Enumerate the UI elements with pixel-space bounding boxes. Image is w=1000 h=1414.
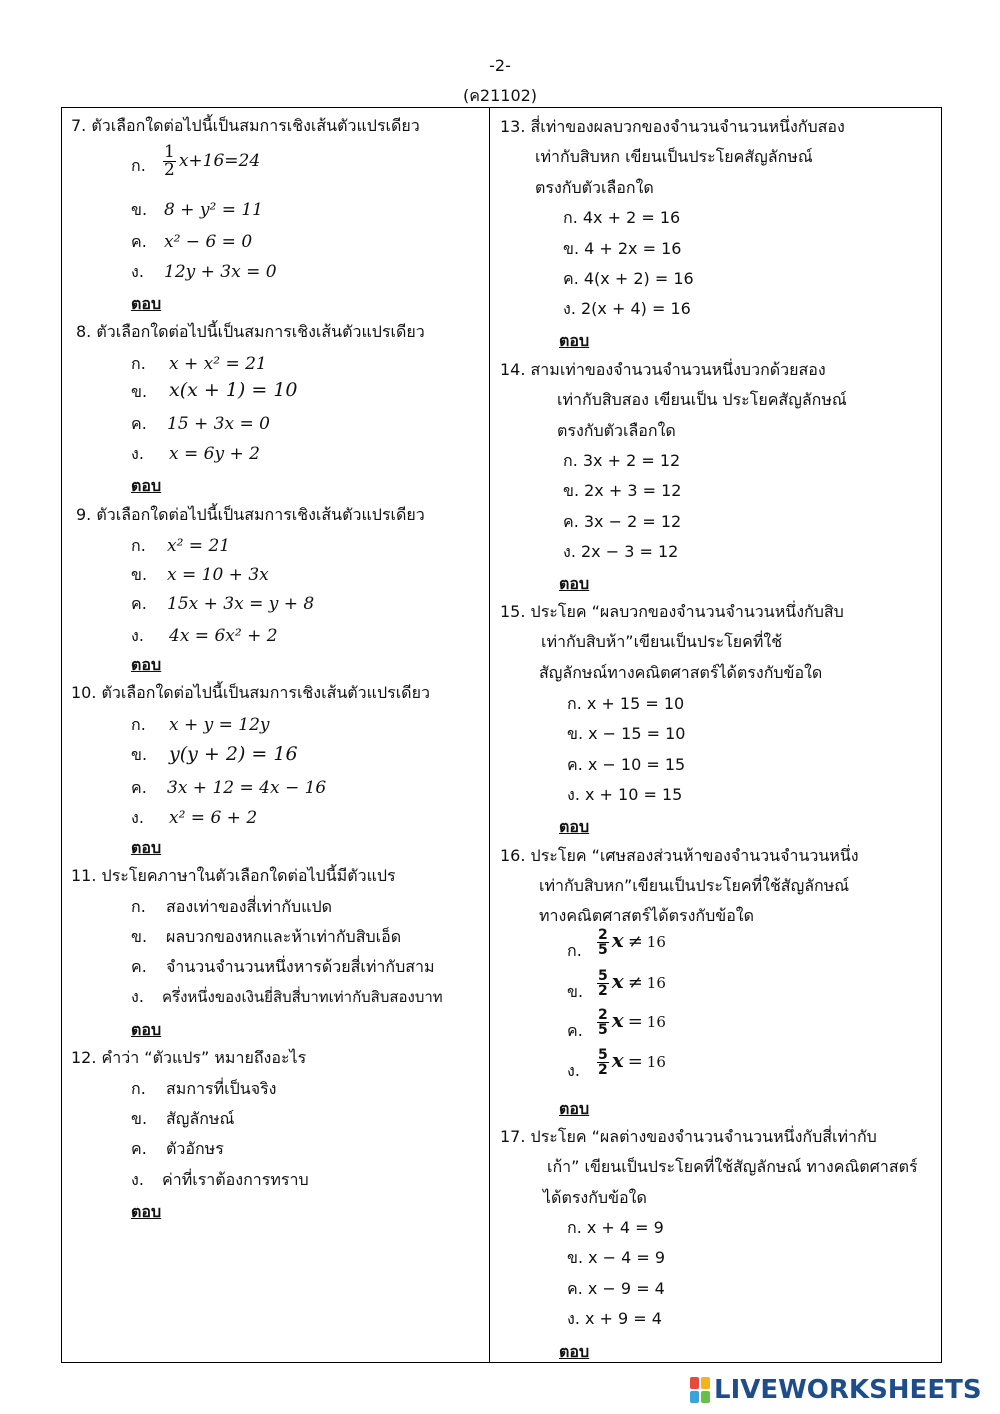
- q10-answer[interactable]: ตอบ: [131, 838, 162, 857]
- q15-line1: 15. ประโยค “ผลบวกของจำนวนจำนวนหนึ่งกับสิบ: [500, 602, 844, 621]
- q9-option-c: ค.: [131, 594, 147, 613]
- q15-answer[interactable]: ตอบ: [559, 817, 590, 836]
- q16-line1: 16. ประโยค “เศษสองส่วนห้าของจำนวนจำนวนหนึ่ง: [500, 846, 859, 865]
- q12-option-a: ก.: [131, 1079, 146, 1098]
- q16-answer[interactable]: ตอบ: [559, 1099, 590, 1118]
- q10-math-d: x² = 6 + 2: [169, 808, 258, 828]
- q11-text-a: สองเท่าของสี่เท่ากับแปด: [166, 897, 333, 916]
- q11-option-d: ง.: [131, 987, 144, 1006]
- q11-answer[interactable]: ตอบ: [131, 1020, 162, 1039]
- q12-title: 12. คำว่า “ตัวแปร” หมายถึงอะไร: [71, 1048, 307, 1067]
- q8-math-d: x = 6y + 2: [169, 444, 260, 464]
- q12-option-c: ค.: [131, 1139, 147, 1158]
- q16-option-a: ก.: [567, 941, 582, 960]
- q7-math-a: [163, 144, 260, 179]
- logo-square: [701, 1377, 710, 1389]
- liveworksheets-logo-icon: [690, 1377, 710, 1403]
- q10-math-a: x + y = 12y: [169, 715, 270, 735]
- q8-math-b: x(x + 1) = 10: [169, 379, 298, 401]
- q8-option-b: ข.: [131, 382, 148, 401]
- q12-text-c: ตัวอักษร: [166, 1139, 224, 1158]
- q16-option-b: ข.: [567, 982, 584, 1001]
- q7-title: 7. ตัวเลือกใดต่อไปนี้เป็นสมการเชิงเส้นตัวแปรเดียว: [71, 116, 420, 135]
- q9-math-d: 4x = 6x² + 2: [169, 626, 278, 646]
- q16-option-d: ง.: [567, 1061, 580, 1080]
- q16-line2: เท่ากับสิบหก”เขียนเป็นประโยคที่ใช้สัญลักษณ์: [539, 876, 850, 895]
- q13-line3: ตรงกับตัวเลือกใด: [535, 178, 654, 197]
- q16-math-d: $\frac{5}{2}$ 𝒙 = 16: [598, 1047, 666, 1078]
- q13-answer[interactable]: ตอบ: [559, 331, 590, 350]
- q13-line2: เท่ากับสิบหก เขียนเป็นประโยคสัญลักษณ์: [535, 147, 813, 166]
- q12-option-d: ง.: [131, 1170, 144, 1189]
- q9-math-c: 15x + 3x = y + 8: [167, 594, 315, 614]
- q10-math-c: 3x + 12 = 4x − 16: [167, 778, 327, 798]
- q17-line1: 17. ประโยค “ผลต่างของจำนวนจำนวนหนึ่งกับสี่เท่ากับ: [500, 1127, 877, 1146]
- q11-text-b: ผลบวกของหกและห้าเท่ากับสิบเอ็ด: [166, 927, 402, 946]
- q7-math-b: 8 + y² = 11: [164, 200, 263, 220]
- q11-option-a: ก.: [131, 897, 146, 916]
- q9-answer[interactable]: ตอบ: [131, 655, 162, 674]
- q14-option-c: ค. 3x − 2 = 12: [563, 512, 682, 531]
- q9-option-d: ง.: [131, 626, 144, 645]
- q10-option-b: ข.: [131, 745, 148, 764]
- q17-option-b: ข. x − 4 = 9: [567, 1248, 666, 1267]
- q13-line1: 13. สี่เท่าของผลบวกของจำนวนจำนวนหนึ่งกับสอง: [500, 117, 845, 136]
- q10-option-d: ง.: [131, 808, 144, 827]
- q11-option-c: ค.: [131, 957, 147, 976]
- q16-math-a: $\frac{2}{5}$ 𝒙 ≠ 16: [598, 927, 666, 958]
- q10-math-b: y(y + 2) = 16: [169, 743, 298, 765]
- q16-option-c: ค.: [567, 1021, 583, 1040]
- q8-math-c: 15 + 3x = 0: [167, 414, 270, 434]
- q10-option-a: ก.: [131, 715, 146, 734]
- q14-option-a: ก. 3x + 2 = 12: [563, 451, 681, 470]
- q8-option-c: ค.: [131, 414, 147, 433]
- q7-frac-num: 1: [164, 142, 175, 162]
- q12-text-a: สมการที่เป็นจริง: [166, 1079, 277, 1098]
- q15-option-b: ข. x − 15 = 10: [567, 724, 686, 743]
- q14-answer[interactable]: ตอบ: [559, 574, 590, 593]
- q9-option-b: ข.: [131, 565, 148, 584]
- q17-option-a: ก. x + 4 = 9: [567, 1218, 664, 1237]
- q14-line3: ตรงกับตัวเลือกใด: [557, 421, 676, 440]
- q11-option-b: ข.: [131, 927, 148, 946]
- q17-line3: ได้ตรงกับข้อใด: [543, 1188, 647, 1207]
- q14-line2: เท่ากับสิบสอง เขียนเป็น ประโยคสัญลักษณ์: [557, 390, 847, 409]
- q13-option-d: ง. 2(x + 4) = 16: [563, 299, 691, 318]
- logo-square: [690, 1377, 699, 1389]
- q7-math-c: x² − 6 = 0: [164, 232, 253, 252]
- q12-text-d: ค่าที่เราต้องการทราบ: [162, 1170, 309, 1189]
- q12-text-b: สัญลักษณ์: [166, 1109, 235, 1128]
- q15-option-c: ค. x − 10 = 15: [567, 755, 686, 774]
- q7-option-b: ข.: [131, 200, 148, 219]
- liveworksheets-logo-text: LIVEWORKSHEETS: [714, 1375, 982, 1405]
- q10-option-c: ค.: [131, 778, 147, 797]
- q7-math-d: 12y + 3x = 0: [164, 262, 277, 282]
- logo-square: [701, 1391, 710, 1403]
- logo-square: [690, 1391, 699, 1403]
- q7-frac-den: 2: [164, 160, 175, 180]
- q13-option-a: ก. 4x + 2 = 16: [563, 208, 681, 227]
- q11-title: 11. ประโยคภาษาในตัวเลือกใดต่อไปนี้มีตัวแปร: [71, 866, 396, 885]
- q8-option-d: ง.: [131, 444, 144, 463]
- q11-text-c: จำนวนจำนวนหนึ่งหารด้วยสี่เท่ากับสาม: [166, 957, 435, 976]
- q11-text-d: ครึ่งหนึ่งของเงินยี่สิบสี่บาทเท่ากับสิบสองบาท: [162, 988, 443, 1006]
- q17-option-d: ง. x + 9 = 4: [567, 1309, 662, 1328]
- q8-option-a: ก.: [131, 354, 146, 373]
- q9-math-a: x² = 21: [167, 536, 231, 556]
- q13-option-b: ข. 4 + 2x = 16: [563, 239, 682, 258]
- column-divider: [489, 107, 490, 1363]
- q17-option-c: ค. x − 9 = 4: [567, 1279, 665, 1298]
- q16-math-b: $\frac{5}{2}$ 𝒙 ≠ 16: [598, 968, 666, 999]
- liveworksheets-logo[interactable]: [690, 1372, 982, 1408]
- q7-option-c: ค.: [131, 232, 147, 251]
- q8-math-a: x + x² = 21: [169, 354, 267, 374]
- q12-option-b: ข.: [131, 1109, 148, 1128]
- q7-option-d: ง.: [131, 262, 144, 281]
- q14-option-b: ข. 2x + 3 = 12: [563, 481, 682, 500]
- q12-answer[interactable]: ตอบ: [131, 1202, 162, 1221]
- page-number: -2-: [489, 56, 511, 75]
- q7-answer[interactable]: ตอบ: [131, 294, 162, 313]
- q10-title: 10. ตัวเลือกใดต่อไปนี้เป็นสมการเชิงเส้นตัวแปรเดียว: [71, 683, 430, 702]
- course-code: (ค21102): [462, 86, 538, 105]
- q8-answer[interactable]: ตอบ: [131, 476, 162, 495]
- q13-option-c: ค. 4(x + 2) = 16: [563, 269, 694, 288]
- q15-line3: สัญลักษณ์ทางคณิตศาสตร์ได้ตรงกับข้อใด: [539, 663, 823, 682]
- q15-line2: เท่ากับสิบห้า”เขียนเป็นประโยคที่ใช้: [541, 632, 783, 651]
- q9-option-a: ก.: [131, 536, 146, 555]
- q14-line1: 14. สามเท่าของจำนวนจำนวนหนึ่งบวกด้วยสอง: [500, 360, 826, 379]
- q17-answer[interactable]: ตอบ: [559, 1342, 590, 1361]
- q15-option-a: ก. x + 15 = 10: [567, 694, 685, 713]
- q8-title: 8. ตัวเลือกใดต่อไปนี้เป็นสมการเชิงเส้นตัวแปรเดียว: [76, 322, 425, 341]
- q16-line3: ทางคณิตศาสตร์ได้ตรงกับข้อใด: [539, 906, 754, 925]
- q14-option-d: ง. 2x − 3 = 12: [563, 542, 679, 561]
- q7-option-a: ก.: [131, 156, 146, 175]
- q9-title: 9. ตัวเลือกใดต่อไปนี้เป็นสมการเชิงเส้นตัวแปรเดียว: [76, 505, 425, 524]
- q16-math-c: $\frac{2}{5}$ 𝒙 = 16: [598, 1007, 666, 1038]
- q15-option-d: ง. x + 10 = 15: [567, 785, 683, 804]
- q7-math-a-text: x+16=24: [178, 151, 261, 171]
- q17-line2: เก้า” เขียนเป็นประโยคที่ใช้สัญลักษณ์ ทางคณิตศาสตร์: [547, 1157, 918, 1176]
- q9-math-b: x = 10 + 3x: [167, 565, 269, 585]
